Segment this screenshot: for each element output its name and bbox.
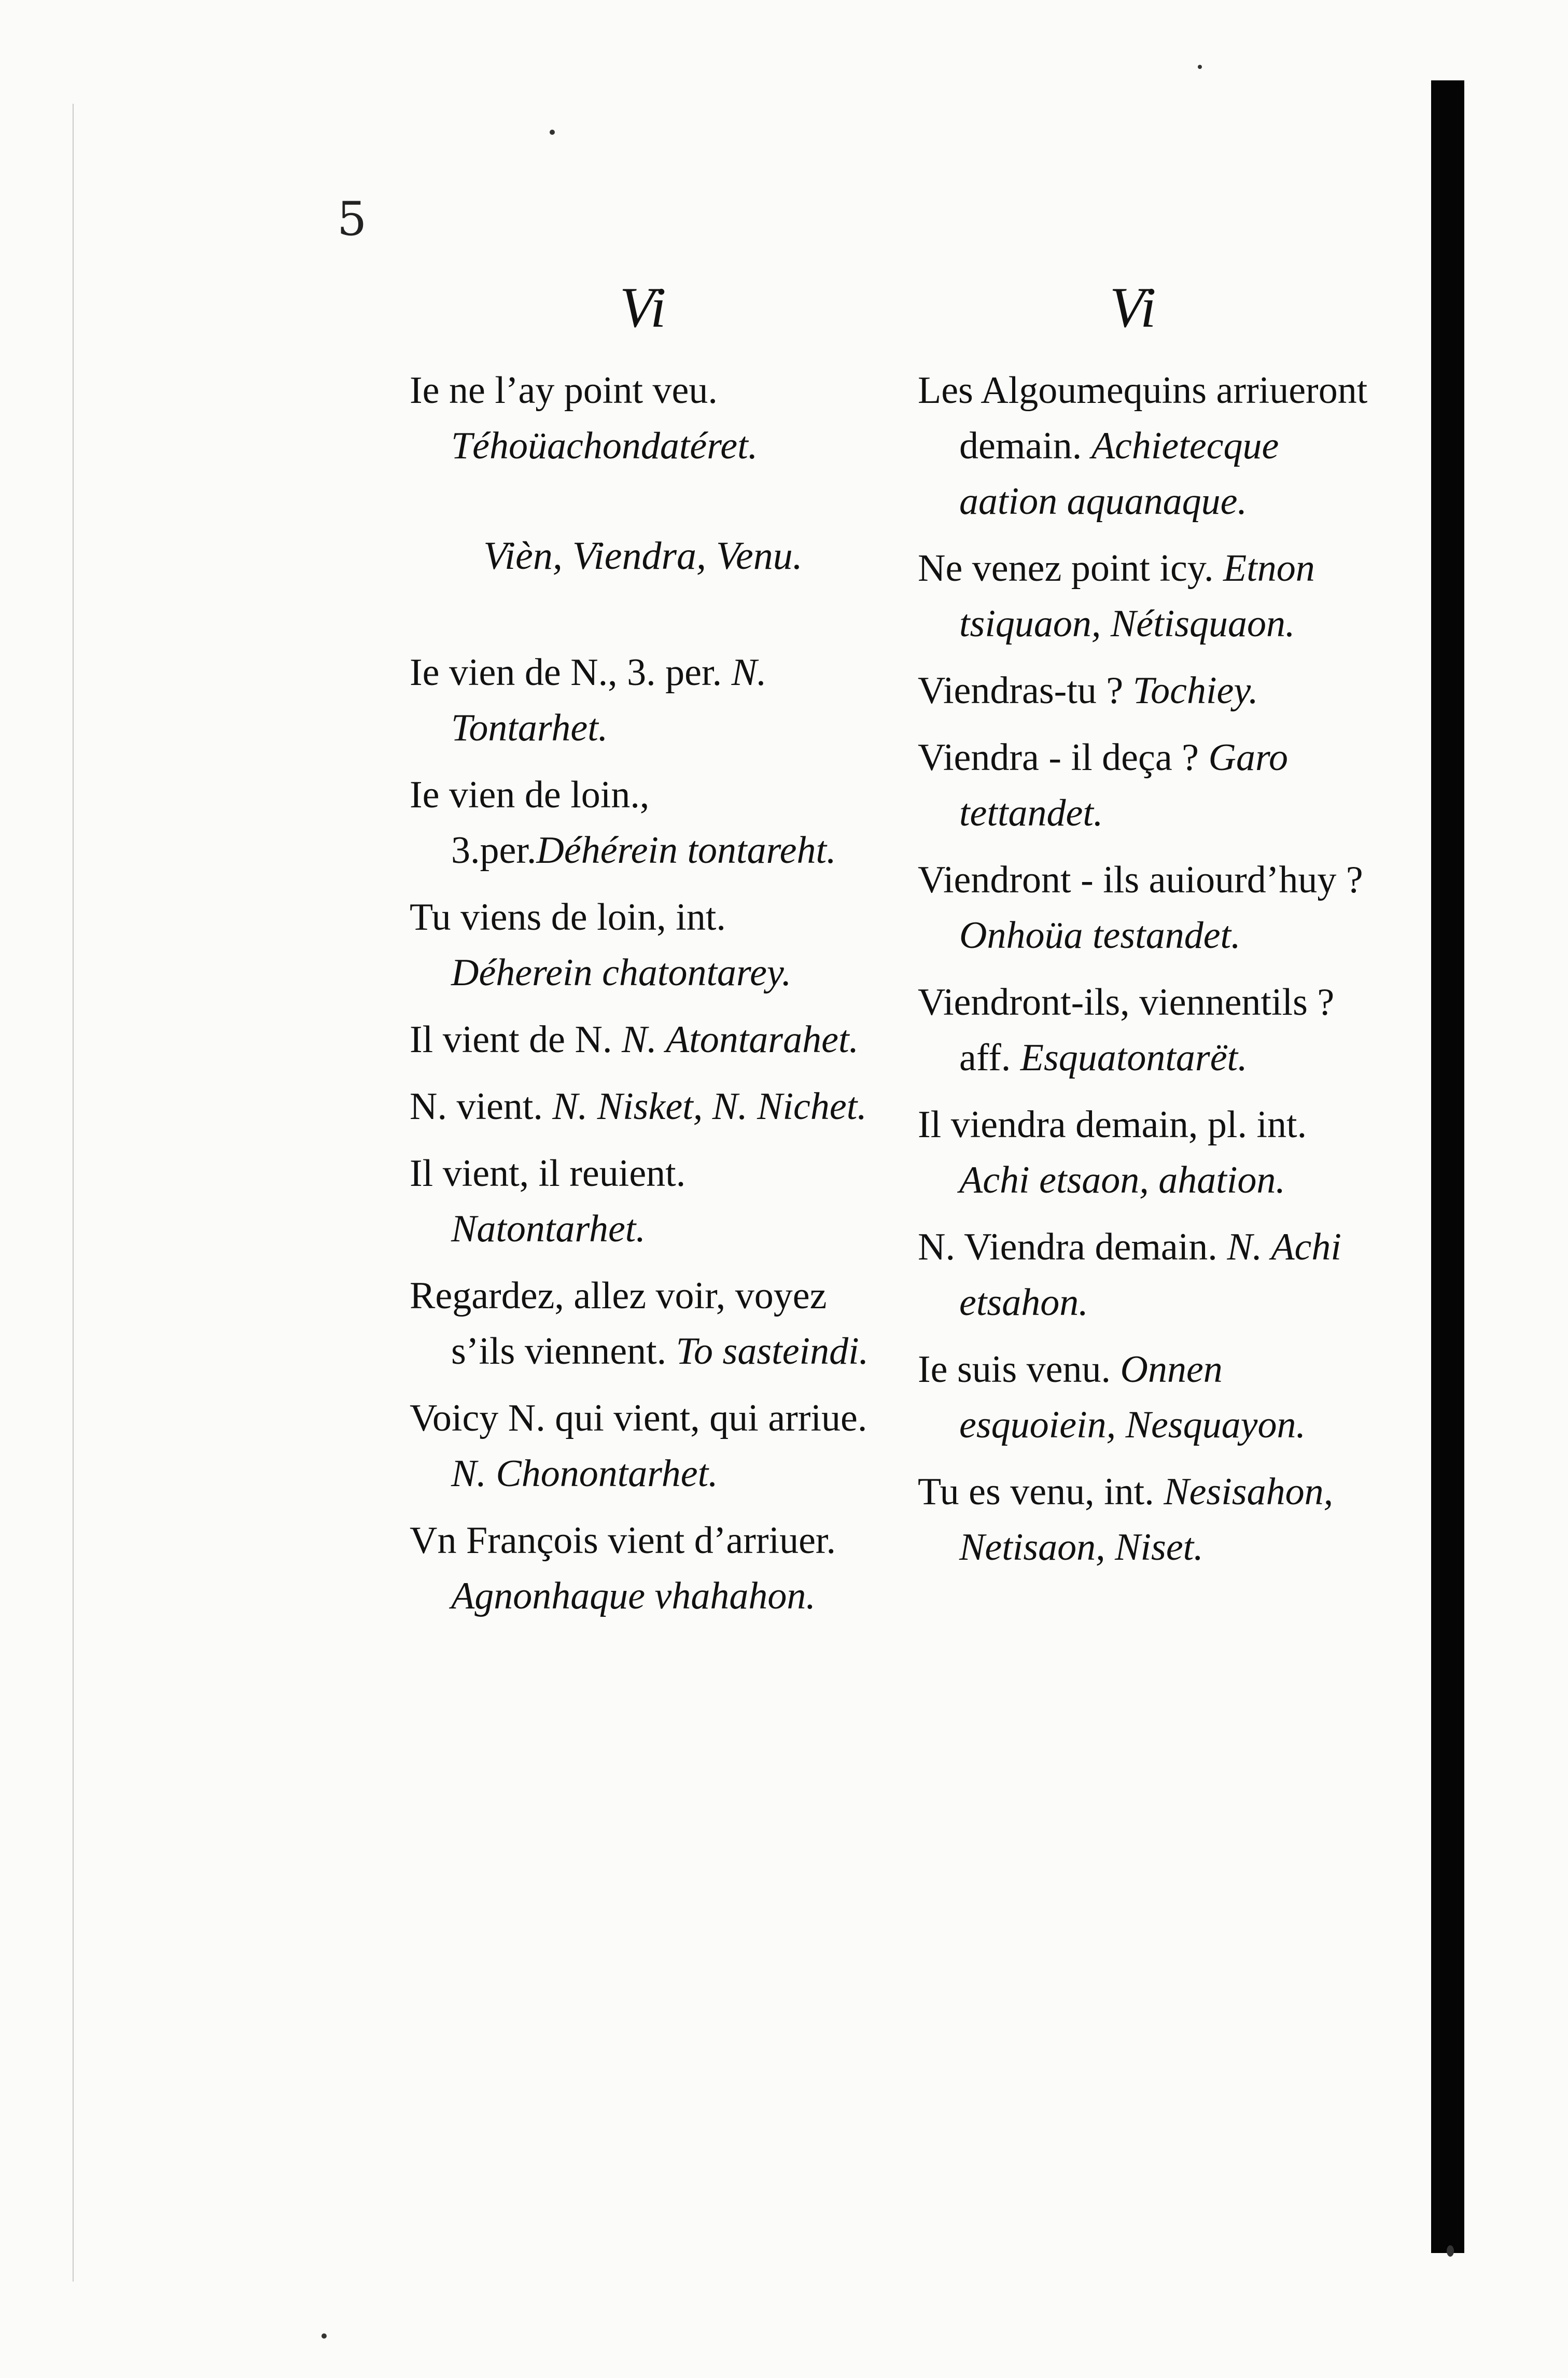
dictionary-entry [410, 767, 876, 878]
french-phrase: Ie ne l’ay point veu. [410, 369, 718, 412]
paper-speck [1198, 65, 1202, 69]
page-edge-shadow [73, 104, 74, 2282]
french-phrase: Les Algoumequins arriueront demain. [918, 369, 1368, 467]
column-header-right: Vi [1110, 276, 1156, 339]
huron-translation: Tochiey. [1132, 669, 1258, 712]
huron-translation: N. Chonontarhet. [451, 1452, 718, 1495]
french-phrase: Tu viens de loin, int. [410, 896, 726, 939]
dictionary-entry [918, 663, 1384, 719]
paper-speck [321, 2333, 327, 2339]
dictionary-entry [410, 1391, 876, 1502]
dictionary-entry [410, 1012, 876, 1068]
huron-translation: Téhoüachondatéret. [451, 425, 758, 467]
dictionary-entry [918, 541, 1384, 652]
huron-translation: Déherein chatontarey. [451, 952, 792, 994]
dictionary-entry [410, 890, 876, 1001]
dictionary-entry [918, 975, 1384, 1086]
huron-translation: Agnonhaque vhahahon. [451, 1575, 816, 1617]
french-phrase: N. Viendra demain. [918, 1226, 1227, 1268]
paper-speck [550, 130, 555, 135]
french-phrase: Viendront - ils auiourd’huy ? [918, 859, 1363, 901]
huron-translation: N. Tontarhet. [451, 651, 767, 749]
huron-translation: Achietecque aation aquanaque. [959, 425, 1279, 523]
french-phrase: Regardez, allez voir, voyez s’ils viennent. [410, 1275, 827, 1373]
dictionary-entry [918, 1097, 1384, 1208]
french-phrase: Voicy N. qui vient, qui arriue. [410, 1397, 867, 1439]
dictionary-entry [410, 363, 876, 474]
huron-translation: Etnon tsiquaon, Nétisquaon. [959, 547, 1315, 645]
dictionary-entry [410, 1268, 876, 1379]
dictionary-entry [410, 645, 876, 756]
dictionary-entry [410, 1079, 876, 1135]
huron-translation: Nesisahon, Netisaon, Niset. [959, 1471, 1334, 1569]
french-phrase: Il vient, il reuient. [410, 1152, 686, 1195]
french-phrase: Il vient de N. [410, 1018, 622, 1061]
huron-translation: Onhoüa testandet. [959, 914, 1241, 957]
french-phrase: Viendra - il deça ? [918, 736, 1209, 779]
french-phrase: Ie vien de N., 3. per. [410, 651, 732, 694]
dictionary-entry [918, 730, 1384, 841]
french-phrase: Ie vien de loin., 3.per. [410, 774, 650, 872]
dictionary-entry [918, 363, 1384, 529]
huron-translation: To sasteindi. [676, 1330, 869, 1373]
dictionary-entry [918, 1342, 1384, 1453]
french-phrase: Ne venez point icy. [918, 547, 1224, 590]
french-phrase: Viendras-tu ? [918, 669, 1133, 712]
dictionary-entry [918, 852, 1384, 963]
french-phrase: Ie suis venu. [918, 1348, 1121, 1391]
huron-translation: N. Nisket, N. Nichet. [552, 1085, 867, 1128]
french-phrase: Il viendra demain, pl. int. [918, 1103, 1307, 1146]
dictionary-entry [918, 1220, 1384, 1331]
column-header-left: Vi [620, 276, 666, 339]
french-phrase: Viendront-ils, viennentils ? aff. [918, 981, 1335, 1079]
dictionary-entry [918, 1464, 1384, 1575]
dictionary-entry [410, 1513, 876, 1624]
huron-translation: N. Atontarahet. [621, 1018, 859, 1061]
huron-translation: Garo tettandet. [959, 736, 1289, 834]
binding-edge-bar [1431, 80, 1464, 2253]
huron-translation: N. Achi etsahon. [959, 1226, 1341, 1324]
french-phrase: Vn François vient d’arriuer. [410, 1519, 836, 1562]
dictionary-column-right [918, 363, 1384, 1587]
section-heading: Vièn, Viendra, Venu. [483, 534, 803, 578]
huron-translation: Natontarhet. [451, 1208, 646, 1250]
huron-translation: Esquatontarët. [1020, 1037, 1248, 1079]
page-mark: 5 [337, 192, 367, 246]
french-phrase: N. vient. [410, 1085, 553, 1128]
dictionary-entry [410, 1146, 876, 1257]
french-phrase: Tu es venu, int. [918, 1471, 1164, 1513]
paper-speck [1447, 2245, 1454, 2257]
huron-translation: Déhérein tontareht. [536, 829, 836, 872]
huron-translation: Achi etsaon, ahation. [959, 1159, 1285, 1201]
dictionary-column-left [410, 363, 876, 1635]
huron-translation: Onnen esquoiein, Nesquayon. [959, 1348, 1306, 1446]
